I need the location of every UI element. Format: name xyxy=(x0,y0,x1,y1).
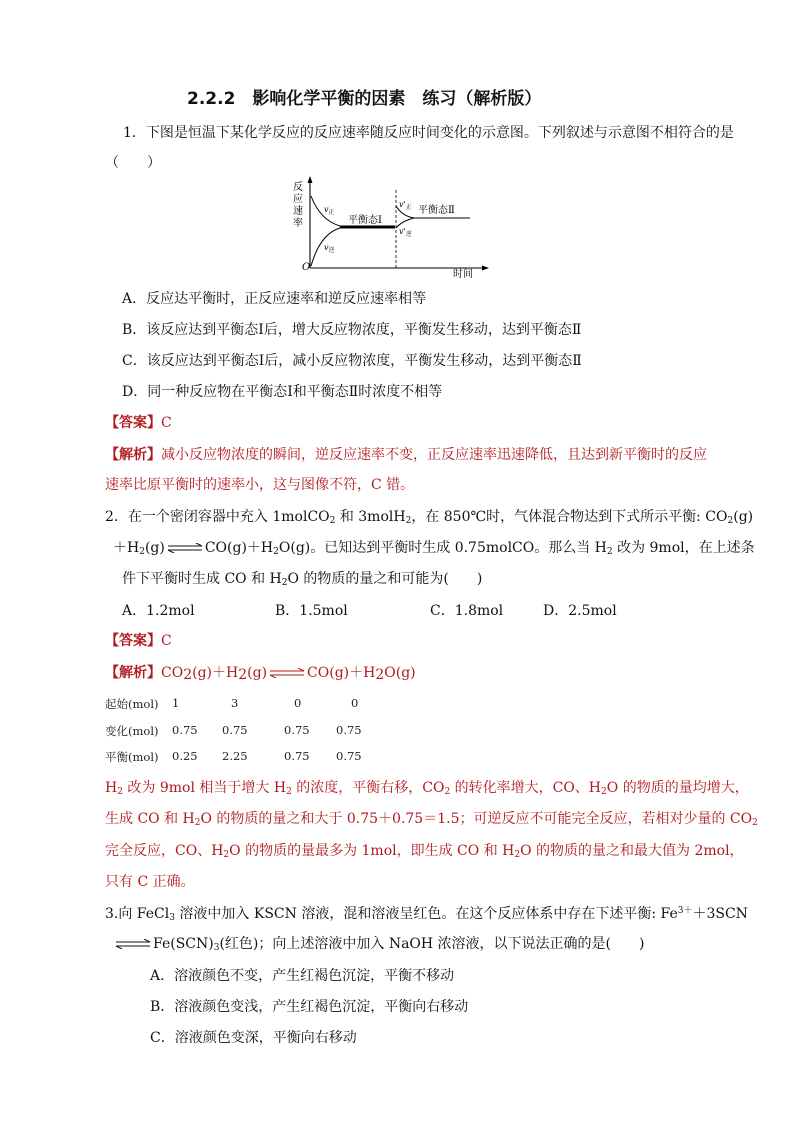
label-v-prime-reverse: $v'_逆$ xyxy=(399,227,412,238)
origin-label: O xyxy=(302,262,311,273)
q1-blank: （ ） xyxy=(105,155,161,171)
cell: 0.75 xyxy=(336,723,362,737)
label-v-reverse: $v_逆$ xyxy=(324,243,335,254)
table-row-equilibrium: 平衡(mol) xyxy=(105,750,159,764)
cell: 0.75 xyxy=(284,749,310,763)
q1-option-b: B．该反应达到平衡态Ⅰ后，增大反应物浓度，平衡发生移动，达到平衡态Ⅱ xyxy=(122,322,582,338)
rate-time-chart xyxy=(290,176,490,280)
label-eq-2: 平衡态Ⅱ xyxy=(418,205,455,216)
x-axis-arrow xyxy=(482,266,489,271)
answer-value: C xyxy=(161,415,172,431)
cell: 2.25 xyxy=(222,749,248,763)
label-v-prime-forward: $v'_正$ xyxy=(399,200,412,211)
page-title: 2.2.2 影响化学平衡的因素 练习（解析版） xyxy=(187,89,542,109)
cell: 0.75 xyxy=(284,723,310,737)
q1-analysis-line-1 xyxy=(105,444,707,464)
q3-option-a: A．溶液颜色不变，产生红褐色沉淀，平衡不移动 xyxy=(150,968,455,984)
q2-explanation-line-3: 完全反应，CO、$H_2O$ 的物质的量最多为 1mol，即生成 CO 和 $H_2O$ 的物质的量之和最大值为 2mol， xyxy=(105,843,744,860)
cell: 3 xyxy=(231,696,239,710)
q3-option-b: B．溶液颜色变浅，产生红褐色沉淀，平衡向右移动 xyxy=(150,999,469,1015)
analysis-label: 【解析】 xyxy=(105,447,161,463)
label-eq-1: 平衡态Ⅰ xyxy=(348,215,382,226)
label-v-forward: $v_正$ xyxy=(324,205,335,216)
q1-analysis-line-2: 速率比原平衡时的速率小，这与图像不符，C 错。 xyxy=(105,477,415,493)
series-v-reverse-2 xyxy=(396,218,470,228)
q1-stem: 1．下图是恒温下某化学反应的反应速率随反应时间变化的示意图。下列叙述与示意图不相符合的是 xyxy=(123,125,734,141)
y-axis-arrow xyxy=(308,176,313,183)
answer-label: 【答案】 xyxy=(105,415,161,431)
q2-option-b: B．1.5mol xyxy=(275,603,348,619)
q2-option-a: A．1.2mol xyxy=(122,603,195,619)
table-row-change: 变化(mol) xyxy=(105,724,159,738)
table-row-start: 起始(mol) xyxy=(105,697,159,711)
q1-option-c: C．该反应达到平衡态Ⅰ后，减小反应物浓度，平衡发生移动，达到平衡态Ⅱ xyxy=(122,353,582,369)
ylabel-char-2: 应 xyxy=(293,194,303,205)
q2-answer: 【答案】C xyxy=(105,633,172,649)
q3-stem-line-1: 3.向 FeCl$_3$ 溶液中加入 KSCN 溶液，混和溶液呈红色。在这个反应体系中存在下述平衡: $Fe^{3+}+3SCN$ xyxy=(105,906,748,923)
ylabel-char-4: 率 xyxy=(293,218,303,229)
q1-option-d: D．同一种反应物在平衡态Ⅰ和平衡态Ⅱ时浓度不相等 xyxy=(122,384,443,400)
equilibrium-arrow-icon xyxy=(268,668,306,678)
q2-option-d: D．2.5mol xyxy=(543,603,617,619)
q3-stem-line-2: $Fe(SCN)_3$(红色)；向上述溶液中加入 NaOH 浓溶液，以下说法正确的是( ) xyxy=(113,933,644,953)
q2-explanation-line-4: 只有 C 正确。 xyxy=(105,874,195,890)
cell: 0.75 xyxy=(336,749,362,763)
cell: 0.75 xyxy=(172,723,198,737)
cell: 0.25 xyxy=(172,749,198,763)
cell: 1 xyxy=(172,696,180,710)
q1-answer xyxy=(105,412,172,432)
q3-option-c: C．溶液颜色变深，平衡向右移动 xyxy=(150,1030,357,1046)
analysis-text-1: 减小反应物浓度的瞬间，逆反应速率不变，正反应速率迅速降低，且达到新平衡时的反应 xyxy=(161,447,707,463)
q2-option-c: C．1.8mol xyxy=(430,603,504,619)
ylabel-char-1: 反 xyxy=(293,182,303,193)
cell: 0 xyxy=(351,696,359,710)
q2-explanation-line-2: 生成 CO 和 $H_2O$ 的物质的量之和大于 0.75＋0.75＝1.5；可逆反应不可能完全反应，若相对少量的 $CO_2$ xyxy=(105,811,758,828)
xlabel: 时间 xyxy=(453,269,473,280)
q2-stem-line-1: 2．在一个密闭容器中充入 1molCO$_2$ 和 3molH$_2$，在 850℃时，气体混合物达到下式所示平衡: $CO_2(g)$ xyxy=(105,509,754,526)
q2-analysis-equation: 【解析】$CO_2(g)+H_2(g)$ $CO(g)+H_2O(g)$ xyxy=(105,665,416,683)
q2-explanation-line-1: $H_2$ 改为 9mol 相当于增大 $H_2$ 的浓度，平衡右移，$CO_2$ 的转化率增大，CO、$H_2O$ 的物质的量均增大， xyxy=(105,780,749,797)
ylabel-char-3: 速 xyxy=(293,206,303,217)
cell: 0.75 xyxy=(222,723,248,737)
equilibrium-arrow-icon xyxy=(166,543,204,553)
cell: 0 xyxy=(294,696,302,710)
q1-option-a: A．反应达平衡时，正反应速率和逆反应速率相等 xyxy=(122,291,427,307)
equilibrium-arrow-icon xyxy=(114,939,152,949)
q2-stem-line-3: 件下平衡时生成 CO 和 $H_2O$ 的物质的量之和可能为( ) xyxy=(122,571,483,588)
q2-stem-line-2: $+H_2(g)$ $CO(g)+H_2O(g)$。已知达到平衡时生成 0.75molCO。那么当 $H_2$ 改为 9mol，在上述条 xyxy=(113,540,755,557)
